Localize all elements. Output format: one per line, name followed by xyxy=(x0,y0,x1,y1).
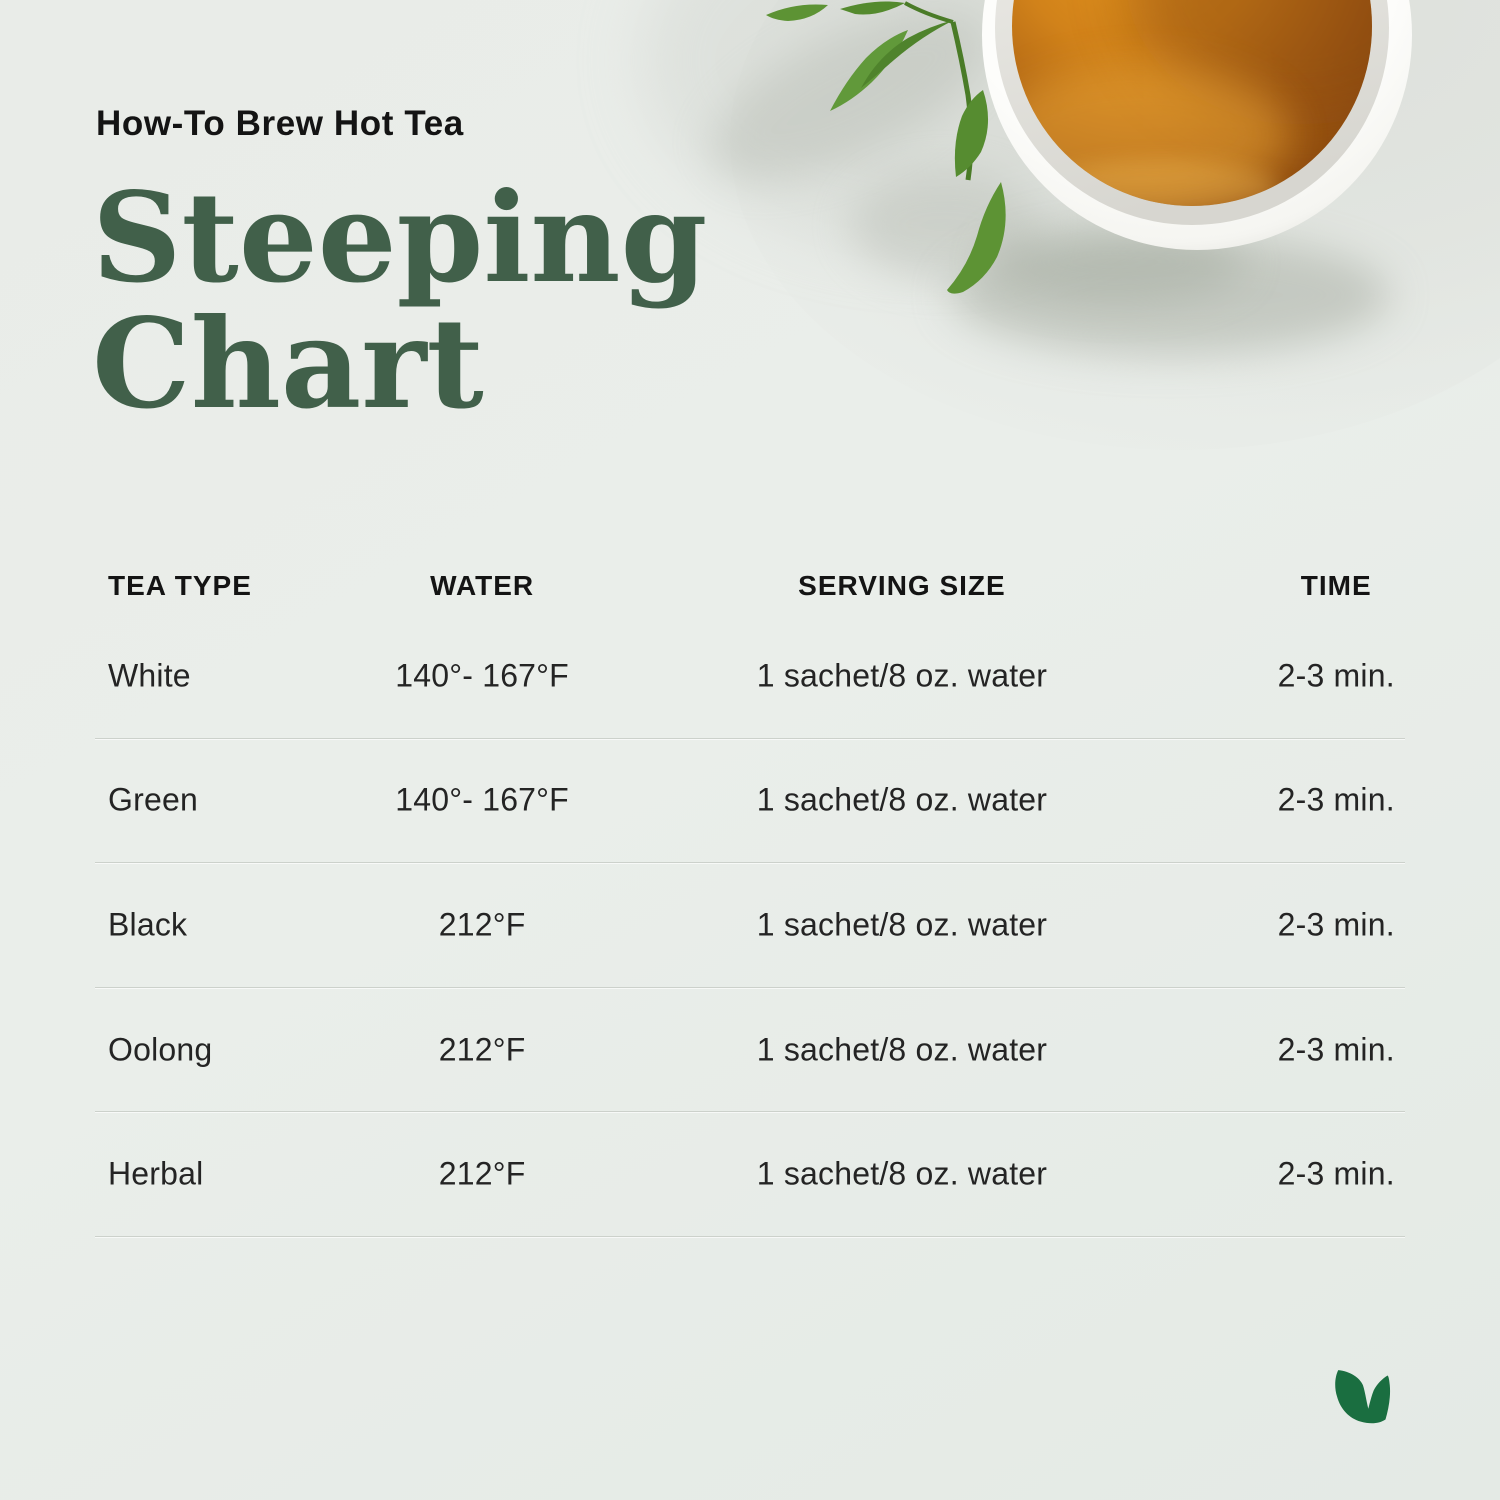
table-header-row xyxy=(95,557,1405,614)
column-header-serving-size: SERVING SIZE xyxy=(798,569,1006,601)
cell-tea-type: Herbal xyxy=(108,1155,204,1192)
cell-serving-size: 1 sachet/8 oz. water xyxy=(756,781,1048,818)
column-header-water: WATER xyxy=(430,569,535,601)
table-row-black xyxy=(95,863,1405,988)
column-header-time: TIME xyxy=(1300,569,1372,601)
cell-water-temp: 212°F xyxy=(438,1031,526,1068)
page-title xyxy=(92,166,708,437)
cell-steep-time: 2-3 min. xyxy=(1277,1031,1395,1068)
page-kicker: How-To Brew Hot Tea xyxy=(96,104,464,143)
column-header-tea-type: TEA TYPE xyxy=(108,569,252,601)
cell-steep-time: 2-3 min. xyxy=(1277,906,1395,943)
table-row-oolong xyxy=(95,988,1405,1113)
cell-water-temp: 212°F xyxy=(438,1155,526,1192)
cell-water-temp: 140°- 167°F xyxy=(395,657,569,694)
tea-cup-photo xyxy=(690,0,1500,430)
cell-serving-size: 1 sachet/8 oz. water xyxy=(756,1155,1048,1192)
table-row-herbal xyxy=(95,1112,1405,1237)
page-title-line-1: Steeping xyxy=(92,166,708,311)
cell-tea-type: Black xyxy=(108,906,188,943)
steeping-table xyxy=(95,557,1405,1237)
cell-water-temp: 212°F xyxy=(438,906,526,943)
cell-serving-size: 1 sachet/8 oz. water xyxy=(756,657,1048,694)
cell-steep-time: 2-3 min. xyxy=(1277,657,1395,694)
table-row-white xyxy=(95,614,1405,739)
cell-serving-size: 1 sachet/8 oz. water xyxy=(756,906,1048,943)
cell-tea-type: Oolong xyxy=(108,1031,213,1068)
cell-tea-type: White xyxy=(108,657,191,694)
table-row-green xyxy=(95,739,1405,864)
page-title-line-2: Chart xyxy=(92,292,484,437)
cell-steep-time: 2-3 min. xyxy=(1277,1155,1395,1192)
cell-water-temp: 140°- 167°F xyxy=(395,781,569,818)
brand-leaf-logo-icon xyxy=(1335,1370,1393,1426)
cell-steep-time: 2-3 min. xyxy=(1277,781,1395,818)
cell-serving-size: 1 sachet/8 oz. water xyxy=(756,1031,1048,1068)
cell-tea-type: Green xyxy=(108,781,198,818)
